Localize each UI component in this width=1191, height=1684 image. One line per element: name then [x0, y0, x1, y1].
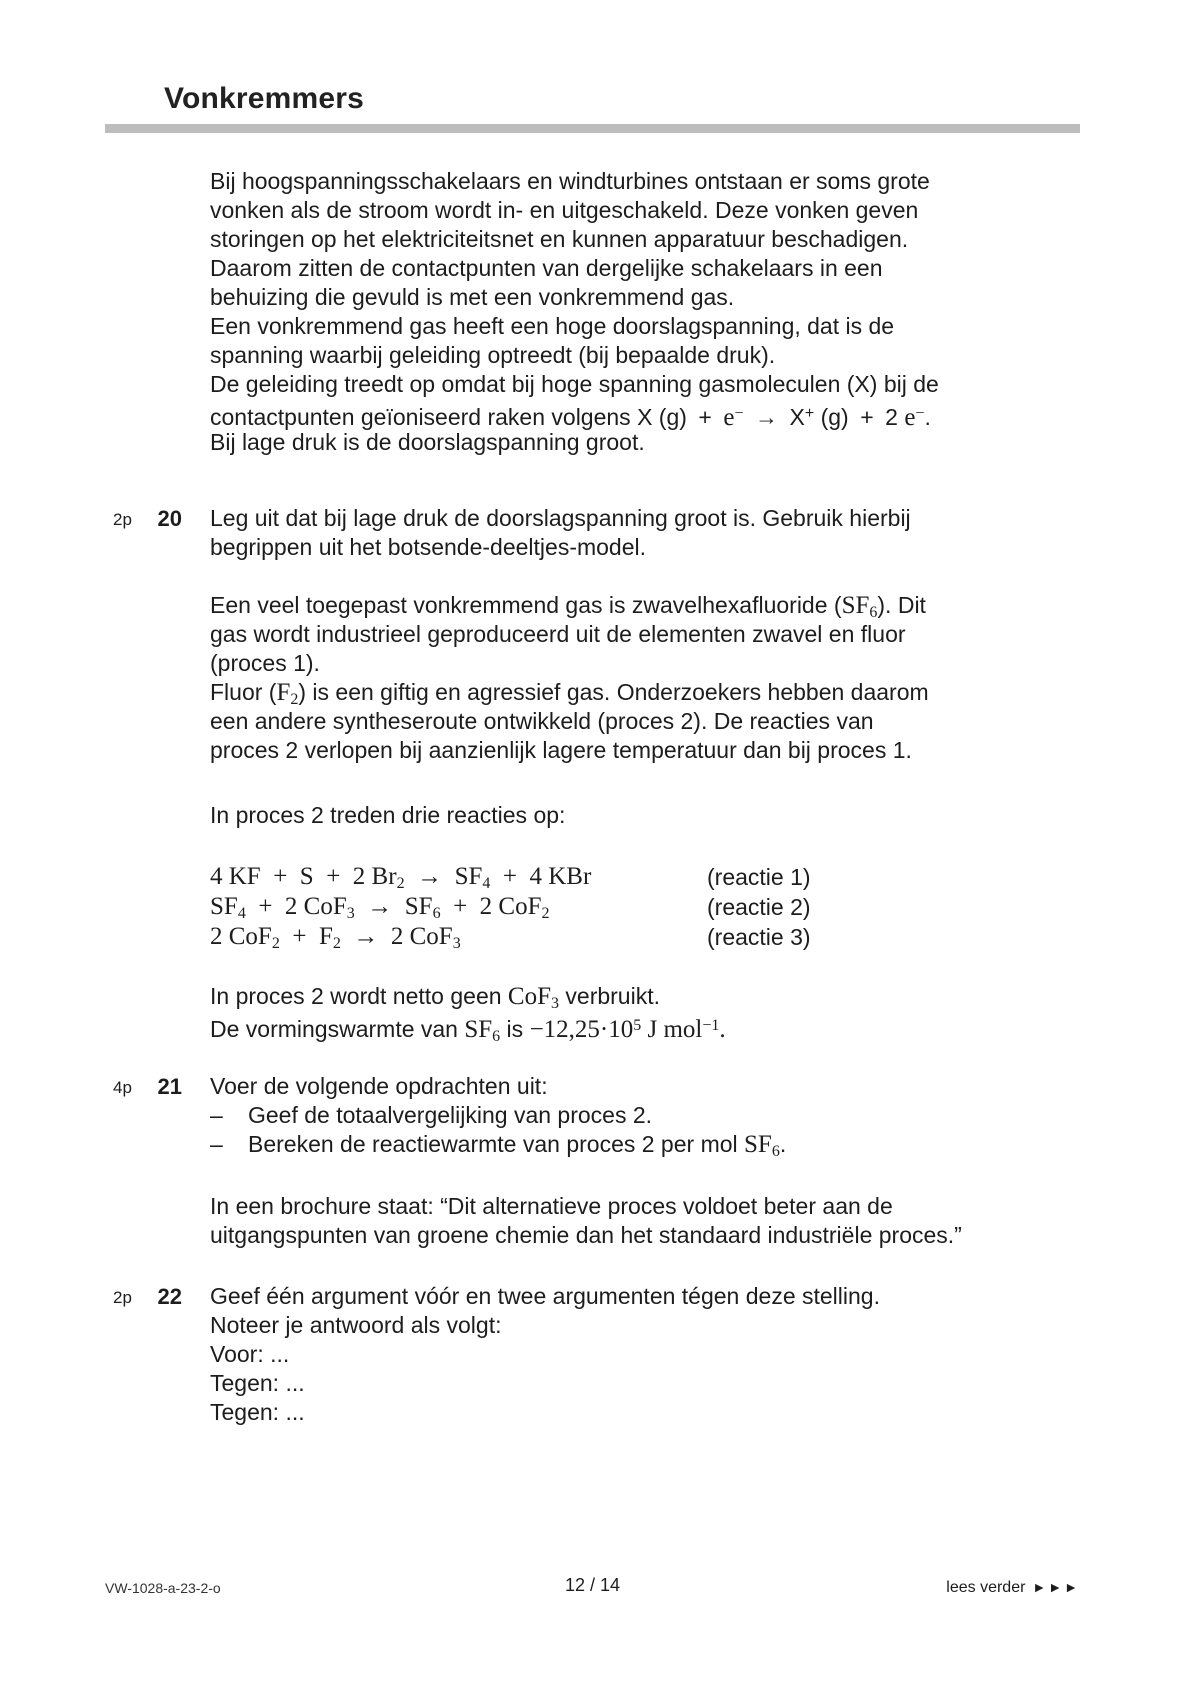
formula-segment: .: [719, 1016, 726, 1043]
text-line: [210, 736, 1110, 765]
text-segment: → X: [743, 404, 805, 430]
equation-row: [210, 922, 1110, 952]
text-line: [210, 196, 1110, 225]
text-segment: +: [804, 405, 815, 422]
text-segment: Voer de volgende opdrachten uit:: [210, 1073, 548, 1099]
text-line: [210, 428, 1110, 457]
text-segment: contactpunten geïoniseerd raken volgens X (g) +: [210, 404, 724, 430]
question-points: 2p: [113, 510, 132, 529]
text-segment: proces 2 verlopen bij aanzienlijk lagere temperatuur dan bij proces 1.: [210, 737, 912, 763]
text-segment: (proces 1).: [210, 650, 320, 676]
text-line: [210, 1192, 1110, 1221]
text-segment: In proces 2 wordt netto geen: [210, 983, 508, 1009]
question-number: 21: [157, 1074, 182, 1099]
footer-continue-label: lees verder: [946, 1579, 1026, 1596]
spacer: [210, 1040, 1110, 1072]
text-line: [210, 1398, 1110, 1427]
question-points: 2p: [113, 1288, 132, 1307]
text-line: [210, 533, 1110, 562]
text-segment: ). Dit: [877, 592, 926, 618]
footer-page-number: 12 / 14: [564, 1575, 621, 1595]
text-line: [210, 370, 1110, 399]
text-line: [210, 1340, 1110, 1369]
text-segment: Tegen: ...: [210, 1370, 305, 1396]
spacer: [210, 457, 1110, 504]
reaction-equations: [210, 862, 1110, 952]
formula-segment: F: [276, 679, 291, 706]
question-22: [113, 1282, 1110, 1427]
spacer: [210, 1159, 1110, 1192]
formula-segment: 2 CoF: [210, 923, 272, 950]
text-line: [210, 225, 1110, 254]
reaction-label: (reactie 3): [707, 924, 811, 950]
text-segment: Voor: ...: [210, 1341, 290, 1367]
title-underline-bar: [105, 124, 1080, 133]
text-line: [210, 1011, 1110, 1045]
text-line: [210, 283, 1110, 312]
spacer: [210, 1250, 1110, 1282]
formula-segment: 2: [541, 905, 550, 922]
formula-segment: 3: [551, 995, 560, 1012]
text-line: [210, 312, 1110, 341]
page-title: Vonkremmers: [164, 82, 365, 115]
question-number: 22: [157, 1284, 182, 1309]
formula-segment: 6: [771, 1143, 780, 1160]
text-segment: Noteer je antwoord als volgt:: [210, 1312, 502, 1338]
formula-segment: 4 KF + S + 2 Br: [210, 863, 397, 890]
text-segment: verbruikt.: [559, 983, 660, 1009]
reaction-label: (reactie 2): [707, 894, 811, 920]
spacer: [210, 830, 1110, 862]
footer-document-code: VW-1028-a-23-2-o: [105, 1580, 221, 1596]
text-line: [210, 1130, 1110, 1159]
equation-row: [210, 862, 1110, 892]
text-segment: storingen op het elektriciteitsnet en kunnen apparatuur beschadigen.: [210, 226, 909, 252]
spacer: [210, 562, 1110, 591]
formula-segment: −: [915, 405, 925, 422]
list-dash: –: [210, 1131, 223, 1157]
text-line: [210, 591, 1110, 620]
brochure-paragraph: [210, 1192, 1110, 1250]
sf6-paragraph: [210, 591, 1110, 765]
formula-segment: + F: [279, 923, 333, 950]
text-line: [113, 1072, 1110, 1101]
proces2-intro: [210, 801, 1110, 830]
text-segment: Geef de totaalvergelijking van proces 2.: [248, 1102, 653, 1128]
formula-segment: + 2 CoF: [440, 893, 542, 920]
text-segment: Daarom zitten de contactpunten van dergelijke schakelaars in een: [210, 255, 883, 281]
formula-segment: SF: [464, 1016, 493, 1043]
text-segment: In proces 2 treden drie reacties op:: [210, 802, 566, 828]
formula-segment: e: [723, 404, 735, 431]
text-line: [113, 504, 1110, 533]
formula-segment: → SF: [354, 893, 433, 920]
formula-segment: 6: [869, 604, 878, 621]
text-segment: De geleiding treedt op omdat bij hoge spanning gasmoleculen (X) bij de: [210, 371, 939, 397]
text-segment: Bereken de reactiewarmte van proces 2 per mol: [248, 1131, 745, 1157]
formula-segment: −12,25·10: [529, 1016, 634, 1043]
text-segment: Fluor (: [210, 679, 277, 705]
text-line: [210, 254, 1110, 283]
text-segment: Geef één argument vóór en twee argumenten tégen deze stelling.: [210, 1283, 880, 1309]
text-line: [210, 801, 1110, 830]
text-line: [210, 1311, 1110, 1340]
text-segment: De vormingswarmte van: [210, 1016, 465, 1042]
text-line: [210, 982, 1110, 1011]
formula-segment: 6: [492, 1028, 501, 1045]
text-line: [210, 678, 1110, 707]
text-segment: uitgangspunten van groene chemie dan het standaard industriële proces.”: [210, 1222, 962, 1248]
text-segment: is: [500, 1016, 530, 1042]
text-line: [210, 707, 1110, 736]
formula-segment: 2: [332, 935, 341, 952]
formula-segment: 5: [633, 1017, 642, 1034]
text-line: [210, 620, 1110, 649]
continue-arrows-icon: ►►►: [1032, 1579, 1080, 1595]
text-line: [210, 1369, 1110, 1398]
list-dash: –: [210, 1102, 223, 1128]
formula-segment: 6: [432, 905, 441, 922]
formula-segment: + 2 CoF: [245, 893, 347, 920]
formula-segment: 4: [237, 905, 246, 922]
text-line: [210, 341, 1110, 370]
formula-segment: → SF: [404, 863, 483, 890]
question-21: [113, 1072, 1110, 1160]
text-segment: spanning waarbij geleiding optreedt (bij bepaalde druk).: [210, 342, 776, 368]
text-segment: Tegen: ...: [210, 1399, 305, 1425]
formula-segment: 3: [346, 905, 355, 922]
text-line: [210, 1101, 1110, 1130]
reaction-label: (reactie 1): [707, 864, 811, 890]
text-segment: Bij hoogspanningsschakelaars en windturbines ontstaan er soms grote: [210, 168, 930, 194]
text-segment: Een veel toegepast vonkremmend gas is zwavelhexafluoride (: [210, 592, 842, 618]
footer-continue: [105, 1579, 1080, 1597]
text-segment: In een brochure staat: “Dit alternatieve proces voldoet beter aan de: [210, 1193, 893, 1219]
text-segment: .: [779, 1131, 787, 1157]
formula-segment: 3: [452, 935, 461, 952]
formula-segment: SF: [210, 893, 238, 920]
formula-segment: SF: [744, 1131, 772, 1158]
formula-segment: → 2 CoF: [340, 923, 453, 950]
formula-segment: 2: [396, 875, 405, 892]
text-segment: begrippen uit het botsende-deeltjes-model.: [210, 534, 647, 560]
text-line: [113, 1282, 1110, 1311]
text-segment: een andere syntheseroute ontwikkeld (proces 2). De reacties van: [210, 708, 874, 734]
spacer: [210, 952, 1110, 982]
text-segment: vonken als de stroom wordt in- en uitgeschakeld. Deze vonken geven: [210, 197, 919, 223]
question-20: [113, 504, 1110, 562]
text-line: [210, 399, 1110, 431]
text-segment: .: [924, 404, 931, 430]
spacer: [210, 765, 1110, 801]
formula-segment: + 4 KBr: [490, 863, 592, 890]
text-segment: behuizing die gevuld is met een vonkremmend gas.: [210, 284, 735, 310]
formula-segment: 2: [271, 935, 280, 952]
formula-segment: 2: [290, 691, 299, 708]
formula-segment: SF: [841, 592, 870, 619]
equation-row: [210, 892, 1110, 922]
text-segment: ) is een giftig en agressief gas. Onderzoekers hebben daarom: [298, 679, 929, 705]
text-line: [210, 649, 1110, 678]
text-segment: Bij lage druk is de doorslagspanning groot.: [210, 429, 645, 455]
text-segment: Leg uit dat bij lage druk de doorslagspanning groot is. Gebruik hierbij: [210, 505, 911, 531]
formula-segment: −1: [702, 1017, 720, 1034]
question-points: 4p: [113, 1078, 132, 1097]
text-segment: gas wordt industrieel geproduceerd uit de elementen zwavel en fluor: [210, 621, 906, 647]
formula-segment: CoF: [507, 983, 552, 1010]
text-line: [210, 1221, 1110, 1250]
document-body: [113, 167, 1110, 1427]
intro-paragraph: [210, 167, 1110, 457]
formula-segment: e: [904, 404, 916, 431]
question-number: 20: [157, 506, 182, 531]
text-segment: Een vonkremmend gas heeft een hoge doorslagspanning, dat is de: [210, 313, 895, 339]
formula-segment: J mol: [641, 1016, 703, 1043]
text-line: [210, 167, 1110, 196]
formula-segment: −: [734, 405, 744, 422]
text-segment: (g) + 2: [814, 404, 905, 430]
cof3-paragraph: [210, 982, 1110, 1045]
formula-segment: 4: [482, 875, 491, 892]
